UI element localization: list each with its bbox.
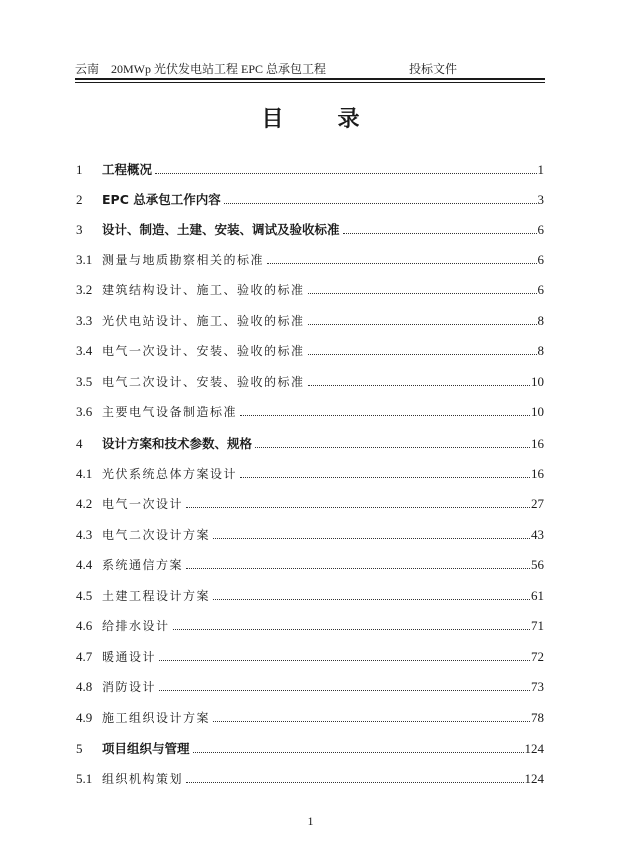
toc-entry-title: 电气一次设计 <box>102 497 184 511</box>
toc-entry[interactable] <box>76 495 544 517</box>
toc-entry-title: EPC 总承包工作内容 <box>102 192 221 207</box>
toc-entry-title: 设计、制造、土建、安装、调试及验收标准 <box>102 222 340 237</box>
toc-dot-leader <box>193 751 524 753</box>
toc-dot-leader <box>213 598 530 600</box>
toc-entry[interactable] <box>76 587 544 609</box>
toc-dot-leader <box>255 446 530 448</box>
toc-dot-leader <box>343 232 537 234</box>
toc-entry-page: 73 <box>531 679 544 694</box>
toc-entry-number: 4.7 <box>76 649 93 664</box>
toc-entry[interactable] <box>76 373 544 395</box>
toc-entry[interactable] <box>76 678 544 700</box>
toc-entry-number: 4.1 <box>76 466 93 481</box>
toc-entry-title: 项目组织与管理 <box>102 741 190 756</box>
toc-entry-title: 暖通设计 <box>102 650 157 664</box>
toc-dot-leader <box>213 537 530 539</box>
toc-entry-page: 72 <box>531 649 544 664</box>
toc-entry-number: 3.5 <box>76 374 93 389</box>
toc-dot-leader <box>308 292 537 294</box>
toc-entry-page: 6 <box>537 222 544 237</box>
toc-dot-leader <box>308 323 537 325</box>
toc-entry-number: 5 <box>76 741 83 756</box>
toc-entry-number: 1 <box>76 162 83 177</box>
toc-entry-number: 4 <box>76 436 83 451</box>
header-project-title: 云南 20MWp 光伏发电站工程 EPC 总承包工程 <box>75 62 327 76</box>
toc-entry-page: 124 <box>524 771 544 786</box>
toc-entry-number: 4.5 <box>76 588 93 603</box>
toc-dot-leader <box>308 384 530 386</box>
toc-dot-leader <box>159 659 530 661</box>
toc-entry-number: 4.8 <box>76 679 93 694</box>
toc-entry-title: 土建工程设计方案 <box>102 589 211 603</box>
toc-dot-leader <box>186 506 530 508</box>
toc-entry-number: 3.6 <box>76 404 93 419</box>
header-rule-thin <box>75 82 545 83</box>
toc-entry[interactable] <box>76 403 544 425</box>
toc-entry[interactable] <box>76 648 544 670</box>
toc-entry-title: 组织机构策划 <box>102 772 184 786</box>
toc-dot-leader <box>186 567 530 569</box>
toc-entry-title: 测量与地质勘察相关的标准 <box>102 253 265 267</box>
header-document-type: 投标文件 <box>409 62 458 76</box>
toc-entry[interactable] <box>76 312 544 334</box>
toc-entry-title: 建筑结构设计、施工、验收的标准 <box>102 283 305 297</box>
toc-dot-leader <box>240 476 530 478</box>
toc-entry-title: 光伏系统总体方案设计 <box>102 467 238 481</box>
toc-entry-number: 4.3 <box>76 527 93 542</box>
toc-entry-number: 3.3 <box>76 313 93 328</box>
toc-dot-leader <box>173 628 530 630</box>
toc-entry[interactable] <box>76 617 544 639</box>
toc-entry-page: 27 <box>531 496 544 511</box>
toc-dot-leader <box>308 353 537 355</box>
toc-entry-page: 8 <box>537 343 544 358</box>
toc-entry[interactable] <box>76 251 544 273</box>
toc-entry-title: 电气一次设计、安装、验收的标准 <box>102 344 305 358</box>
toc-heading: 目录 <box>261 107 414 132</box>
toc-entry-title: 消防设计 <box>102 680 157 694</box>
toc-entry-page: 56 <box>531 557 544 572</box>
toc-entry-number: 2 <box>76 192 83 207</box>
toc-entry-page: 78 <box>531 710 544 725</box>
toc-entry-page: 8 <box>537 313 544 328</box>
toc-dot-leader <box>240 414 530 416</box>
toc-entry-page: 16 <box>531 466 544 481</box>
toc-entry[interactable] <box>76 526 544 548</box>
toc-entry[interactable] <box>76 739 544 761</box>
toc-entry[interactable] <box>76 342 544 364</box>
toc-entry-title: 设计方案和技术参数、规格 <box>102 436 253 451</box>
toc-dot-leader <box>186 781 523 783</box>
toc-entry-title: 光伏电站设计、施工、验收的标准 <box>102 314 305 328</box>
toc-entry-page: 124 <box>524 741 544 756</box>
header-rule-thick <box>75 78 545 80</box>
toc-entry[interactable] <box>76 220 544 242</box>
toc-dot-leader <box>159 689 530 691</box>
toc-dot-leader <box>224 202 537 204</box>
toc-entry-number: 3.1 <box>76 252 93 267</box>
toc-entry-number: 4.9 <box>76 710 93 725</box>
toc-entry-title: 电气二次设计、安装、验收的标准 <box>102 375 305 389</box>
toc-entry-page: 6 <box>537 282 544 297</box>
toc-entry-page: 16 <box>531 436 544 451</box>
toc-entry-number: 3.2 <box>76 282 93 297</box>
toc-dot-leader <box>267 262 536 264</box>
toc-entry-title: 施工组织设计方案 <box>102 711 211 725</box>
toc-entry-page: 1 <box>537 162 544 177</box>
page-number: 1 <box>307 814 314 828</box>
toc-entry-title: 电气二次设计方案 <box>102 528 211 542</box>
toc-entry[interactable] <box>76 190 544 212</box>
toc-entry[interactable] <box>76 556 544 578</box>
toc-entry-page: 10 <box>531 404 544 419</box>
toc-entry-number: 4.4 <box>76 557 93 572</box>
toc-entry-title: 工程概况 <box>102 162 153 177</box>
toc-entry-page: 3 <box>537 192 544 207</box>
toc-entry-page: 43 <box>531 527 544 542</box>
toc-entry-number: 4.6 <box>76 618 93 633</box>
toc-entry[interactable] <box>76 709 544 731</box>
toc-entry[interactable] <box>76 281 544 303</box>
toc-entry-page: 10 <box>531 374 544 389</box>
toc-entry[interactable] <box>76 434 544 456</box>
toc-entry-page: 6 <box>537 252 544 267</box>
toc-entry-number: 3 <box>76 222 83 237</box>
toc-entry[interactable] <box>76 160 544 182</box>
toc-entry-number: 3.4 <box>76 343 93 358</box>
toc-entry-title: 系统通信方案 <box>102 558 184 572</box>
toc-entry-page: 61 <box>531 588 544 603</box>
toc-entry-number: 5.1 <box>76 771 93 786</box>
toc-dot-leader <box>155 172 536 174</box>
toc-entry-title: 给排水设计 <box>102 619 170 633</box>
toc-entry[interactable] <box>76 770 544 792</box>
toc-entry-title: 主要电气设备制造标准 <box>102 405 238 419</box>
toc-entry-number: 4.2 <box>76 496 93 511</box>
toc-dot-leader <box>213 720 530 722</box>
toc-entry-page: 71 <box>531 618 544 633</box>
toc-entry[interactable] <box>76 465 544 487</box>
